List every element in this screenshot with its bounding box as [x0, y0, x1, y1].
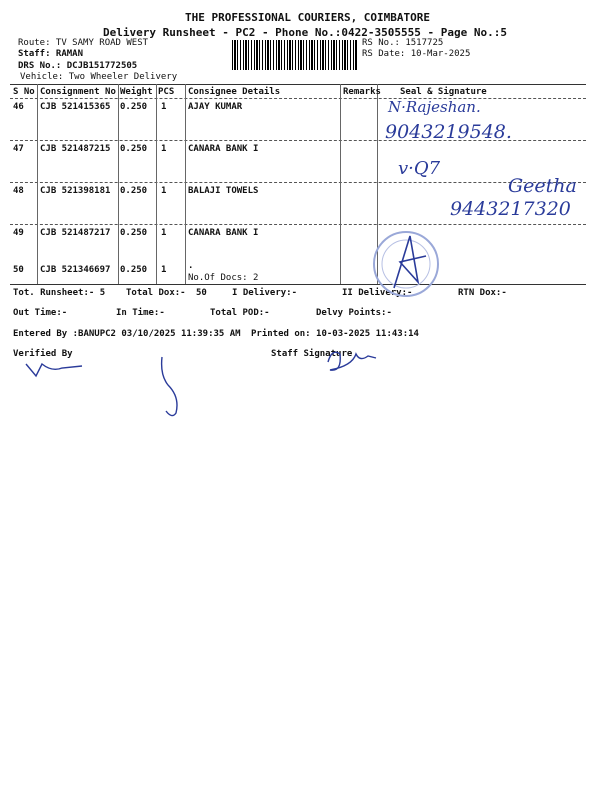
row-rule-3	[10, 224, 586, 225]
row-weight: 0.250	[120, 265, 148, 275]
row-pcs: 1	[161, 144, 167, 154]
row-rule-2	[10, 182, 586, 183]
row-sno: 50	[13, 265, 24, 275]
row-pcs: 1	[161, 102, 167, 112]
verified-by-label: Verified By	[13, 349, 73, 359]
col-header-details: Consignee Details	[188, 87, 281, 97]
header-rule	[10, 98, 586, 99]
handwritten-phone-1: 9043219548.	[385, 121, 512, 143]
row-sno: 49	[13, 228, 24, 238]
rs-date: RS Date: 10-Mar-2025	[362, 49, 471, 59]
runsheet-subtitle: Delivery Runsheet - PC2 - Phone No.:0422-3505555 - Page No.:5	[103, 26, 507, 39]
row-weight: 0.250	[120, 102, 148, 112]
col-divider	[37, 84, 38, 284]
col-divider	[340, 84, 341, 284]
rs-number: RS No.: 1517725	[362, 38, 444, 48]
stamp-signature	[392, 232, 432, 292]
col-divider	[185, 84, 186, 284]
staff-signature-label: Staff Signature	[271, 349, 353, 359]
i-delivery: I Delivery:-	[232, 288, 298, 298]
col-header-remarks: Remarks	[343, 87, 381, 97]
total-dox-label: Total Dox:-	[126, 288, 186, 298]
row-pcs: 1	[161, 186, 167, 196]
row-sno: 47	[13, 144, 24, 154]
row-weight: 0.250	[120, 144, 148, 154]
in-time: In Time:-	[116, 308, 165, 318]
row-sno: 48	[13, 186, 24, 196]
col-header-weight: Weight	[120, 87, 153, 97]
row-weight: 0.250	[120, 186, 148, 196]
row-pcs: 1	[161, 228, 167, 238]
row-pcs: 1	[161, 265, 167, 275]
row-sno: 46	[13, 102, 24, 112]
total-dox-value: 50	[196, 288, 207, 298]
vehicle: Vehicle: Two Wheeler Delivery	[20, 72, 178, 82]
total-runsheet: Tot. Runsheet:- 5	[13, 288, 106, 298]
row-details: CANARA BANK I	[188, 228, 259, 238]
col-header-pcs: PCS	[158, 87, 175, 97]
row-consignment: CJB 521487215	[40, 144, 111, 154]
scribble-mark	[158, 355, 188, 425]
col-divider	[156, 84, 157, 284]
row-doc-count: No.Of Docs: 2	[188, 273, 259, 283]
row-weight: 0.250	[120, 228, 148, 238]
ii-delivery: II Delivery:-	[342, 288, 413, 298]
staff-signature	[322, 344, 382, 380]
company-title: THE PROFESSIONAL COURIERS, COIMBATORE	[185, 11, 431, 24]
row-details: CANARA BANK I	[188, 144, 259, 154]
handwritten-name-1: N·Rajeshan.	[388, 98, 481, 116]
delivery-points: Delvy Points:-	[316, 308, 392, 318]
row-consignment: CJB 521398181	[40, 186, 111, 196]
row-consignment: CJB 521346697	[40, 265, 111, 275]
row-consignment: CJB 521415365	[40, 102, 111, 112]
handwritten-phone-2: 9443217320	[450, 198, 571, 220]
row-details: BALAJI TOWELS	[188, 186, 259, 196]
row-details: .	[188, 261, 194, 271]
row-consignment: CJB 521487217	[40, 228, 111, 238]
barcode	[232, 40, 358, 70]
col-header-consignment: Consignment No	[40, 87, 116, 97]
rtn-dox: RTN Dox:-	[458, 288, 507, 298]
handwritten-name-2: Geetha	[508, 175, 577, 197]
col-header-signature: Seal & Signature	[400, 87, 487, 97]
printed-on: Printed on: 10-03-2025 11:43:14	[251, 329, 419, 339]
route: Route: TV SAMY ROAD WEST	[18, 38, 149, 48]
drs-number: DRS No.: DCJB151772505	[18, 61, 138, 71]
table-bottom-rule	[10, 284, 586, 285]
total-pod: Total POD:-	[210, 308, 270, 318]
out-time: Out Time:-	[13, 308, 68, 318]
verified-signature	[22, 358, 92, 382]
handwritten-initials: v·Q7	[398, 158, 441, 179]
col-divider	[118, 84, 119, 284]
col-header-sno: S No	[13, 87, 35, 97]
staff: Staff: RAMAN	[18, 49, 84, 59]
row-details: AJAY KUMAR	[188, 102, 243, 112]
table-top-rule	[10, 84, 586, 85]
entered-by: Entered By :BANUPC2 03/10/2025 11:39:35 AM	[13, 329, 241, 339]
